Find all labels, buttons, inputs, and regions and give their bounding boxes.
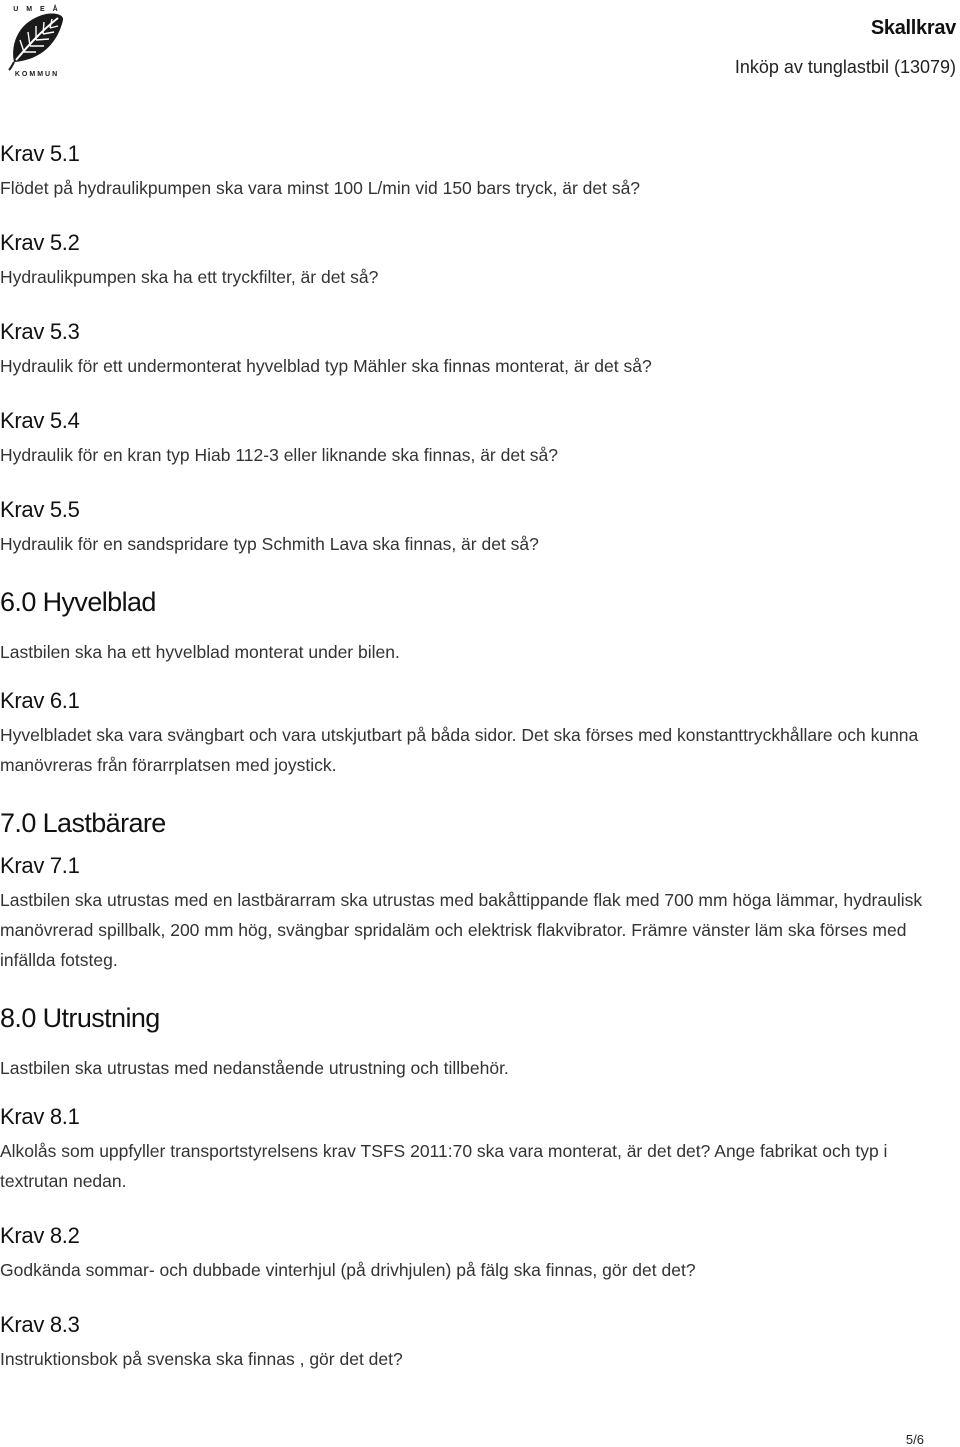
requirement-item	[0, 407, 956, 470]
requirement-item	[0, 229, 956, 292]
requirement-text: Lastbilen ska utrustas med en lastbärarram ska utrustas med bakåttippande flak med 700 mm höga lämmar, hydraulisk manövrerad spillbalk, 200 mm hög, svängbar spridaläm och elektrisk flakvibrator. Främre vänster läm ska förses med infällda fotsteg.	[0, 890, 923, 970]
requirement-item	[0, 318, 956, 381]
requirement-text: Hydraulik för en sandspridare typ Schmith Lava ska finnas, är det så?	[0, 534, 539, 554]
page-number: 5/6	[905, 1432, 924, 1447]
requirement-item	[0, 1103, 956, 1196]
requirement-title: Krav 8.1	[0, 1104, 80, 1129]
requirement-text: Alkolås som uppfyller transportstyrelsens krav TSFS 2011:70 ska vara monterat, är det det? Ange fabrikat och typ i textrutan nedan.	[0, 1141, 888, 1191]
requirement-text: Hydraulikpumpen ska ha ett tryckfilter, är det så?	[0, 267, 379, 287]
section-intro: Lastbilen ska ha ett hyvelblad monterat under bilen.	[0, 642, 400, 662]
requirement-item	[0, 140, 956, 203]
requirement-text: Hyvelbladet ska vara svängbart och vara utskjutbart på båda sidor. Det ska förses med konstanttryckhållare och kunna manövreras från förarrplatsen med joystick.	[0, 725, 919, 775]
requirement-text: Hydraulik för ett undermonterat hyvelblad typ Mähler ska finnas monterat, är det så?	[0, 356, 652, 376]
requirement-item	[0, 852, 956, 975]
document-body	[0, 140, 956, 1400]
requirement-text: Hydraulik för en kran typ Hiab 112-3 eller liknande ska finnas, är det så?	[0, 445, 559, 465]
document-subtitle: Inköp av tunglastbil (13079)	[734, 57, 956, 77]
requirement-title: Krav 5.2	[0, 230, 80, 255]
section	[0, 585, 956, 667]
document-title: Skallkrav	[870, 17, 956, 39]
requirement-title: Krav 5.1	[0, 141, 80, 166]
section	[0, 1001, 956, 1083]
requirement-title: Krav 8.3	[0, 1312, 80, 1337]
requirement-title: Krav 5.5	[0, 497, 80, 522]
requirement-item	[0, 1222, 956, 1285]
requirement-item	[0, 496, 956, 559]
svg-text:U M E Å: U M E Å	[13, 6, 61, 13]
section-heading: 7.0 Lastbärare	[0, 808, 166, 838]
requirement-item	[0, 687, 956, 780]
page-header	[0, 0, 960, 90]
requirement-title: Krav 5.4	[0, 408, 80, 433]
requirement-item	[0, 1311, 956, 1374]
section-intro: Lastbilen ska utrustas med nedanstående utrustning och tillbehör.	[0, 1058, 509, 1078]
requirement-title: Krav 8.2	[0, 1223, 80, 1248]
requirement-title: Krav 7.1	[0, 853, 80, 878]
umea-kommun-logo	[6, 2, 68, 78]
requirement-title: Krav 5.3	[0, 319, 80, 344]
section	[0, 806, 956, 840]
svg-text:KOMMUN: KOMMUN	[14, 71, 60, 78]
leaf-logo-icon	[6, 2, 68, 78]
requirement-text: Godkända sommar- och dubbade vinterhjul (på drivhjulen) på fälg ska finnas, gör det det?	[0, 1260, 696, 1280]
section-heading: 6.0 Hyvelblad	[0, 587, 156, 617]
section-heading: 8.0 Utrustning	[0, 1003, 160, 1033]
requirement-text: Instruktionsbok på svenska ska finnas , gör det det?	[0, 1349, 403, 1369]
requirement-text: Flödet på hydraulikpumpen ska vara minst 100 L/min vid 150 bars tryck, är det så?	[0, 178, 641, 198]
requirement-title: Krav 6.1	[0, 688, 80, 713]
